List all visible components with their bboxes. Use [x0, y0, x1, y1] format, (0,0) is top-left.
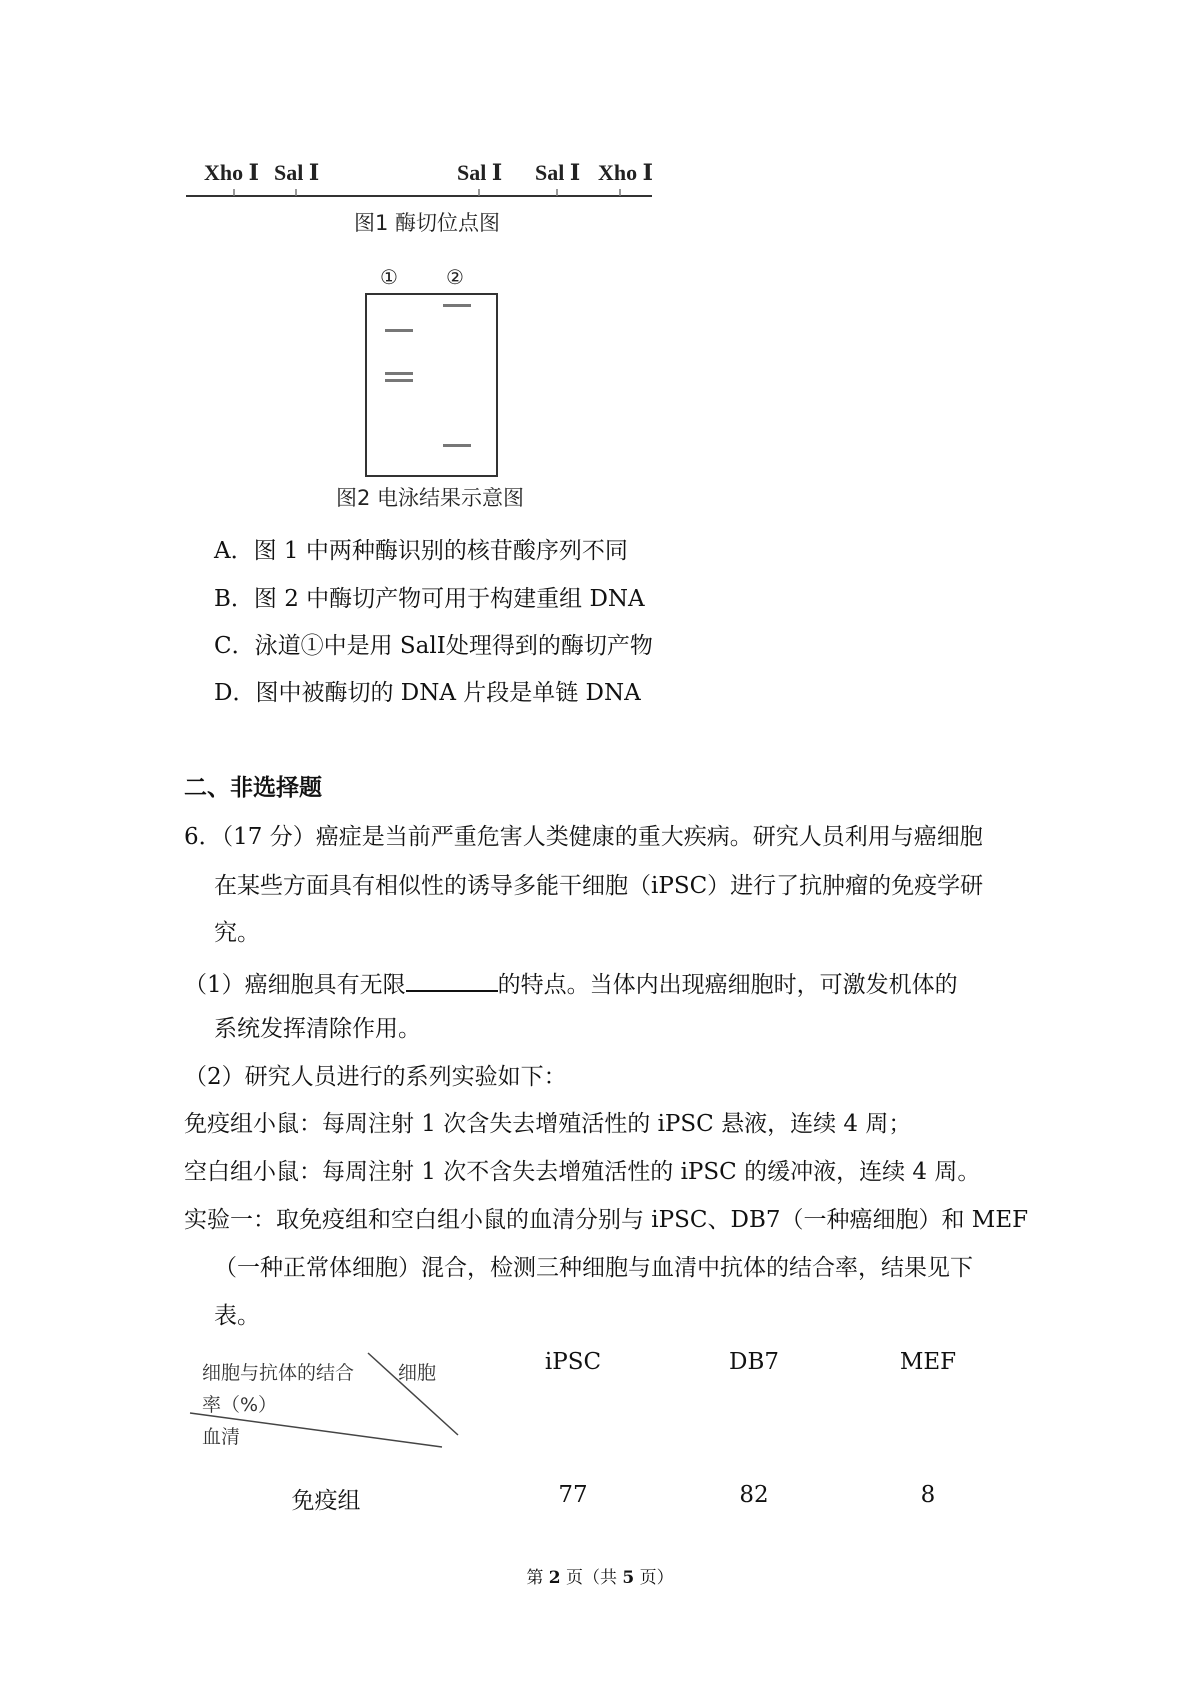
immune-group-desc: 免疫组小鼠：每周注射 1 次含失去增殖活性的 iPSC 悬液，连续 4 周；	[184, 1111, 912, 1137]
section-title: 二、非选择题	[184, 775, 322, 801]
footer-total-pages: 5	[622, 1568, 635, 1588]
gel-band	[443, 304, 471, 307]
page-footer	[0, 1563, 1200, 1588]
blank-group-desc: 空白组小鼠：每周注射 1 次不含失去增殖活性的 iPSC 的缓冲液，连续 4 周。	[184, 1159, 981, 1185]
site-label-xho-2: Xho Ⅰ	[598, 160, 653, 185]
footer-mid: 页（共	[560, 1568, 623, 1588]
table-header-cells: 细胞	[398, 1362, 437, 1384]
gel-band	[443, 444, 471, 447]
column-header-mef: MEF	[899, 1349, 957, 1375]
column-header-ipsc: iPSC	[544, 1349, 602, 1375]
q6-intro-line-1: 6．（17 分）癌症是当前严重危害人类健康的重大疾病。研究人员利用与癌细胞	[184, 824, 983, 850]
q6-part-1-text-a: （1）癌细胞具有无限	[184, 972, 406, 998]
figure-2-caption: 图2 电泳结果示意图	[336, 486, 525, 510]
dna-map-line	[180, 186, 660, 202]
table-diagonal-lines	[180, 1345, 470, 1450]
lane-1-label: ①	[380, 265, 398, 289]
q6-intro-line-3: 究。	[214, 920, 260, 946]
footer-page-number: 2	[548, 1568, 561, 1588]
q6-intro-line-2: 在某些方面具有相似性的诱导多能干细胞（iPSC）进行了抗肿瘤的免疫学研	[214, 873, 984, 899]
table-header-serum: 血清	[202, 1426, 241, 1448]
option-b: B．图 2 中酶切产物可用于构建重组 DNA	[214, 586, 645, 612]
q6-part-1	[184, 970, 958, 997]
table-cell: 8	[920, 1482, 936, 1508]
q6-part-1-text-b: 的特点。当体内出现癌细胞时，可激发机体的	[497, 972, 958, 998]
option-a: A．图 1 中两种酶识别的核苷酸序列不同	[214, 538, 628, 564]
site-label-xho-1: Xho Ⅰ	[204, 160, 259, 185]
table-header-top-left: 细胞与抗体的结合	[202, 1362, 355, 1384]
column-header-db7: DB7	[729, 1349, 779, 1375]
q6-part-1-line-2: 系统发挥清除作用。	[214, 1016, 421, 1042]
q6-part-2: （2）研究人员进行的系列实验如下：	[184, 1064, 567, 1090]
gel-box	[365, 293, 498, 477]
option-d: D．图中被酶切的 DNA 片段是单链 DNA	[214, 680, 641, 706]
experiment-1-line-3: 表。	[214, 1303, 260, 1329]
table-cell: 77	[558, 1482, 588, 1508]
option-c: C．泳道①中是用 SalⅠ处理得到的酶切产物	[214, 633, 653, 659]
site-label-sal-3: Sal Ⅰ	[535, 160, 581, 185]
footer-post: 页）	[634, 1568, 674, 1588]
site-label-sal-1: Sal Ⅰ	[274, 160, 320, 185]
gel-band	[385, 379, 413, 382]
table-header-rate: 率（%）	[202, 1394, 278, 1416]
lane-2-label: ②	[446, 265, 464, 289]
site-label-sal-2: Sal Ⅰ	[457, 160, 503, 185]
figure-1-caption: 图1 酶切位点图	[354, 211, 501, 235]
experiment-1-line-2: （一种正常体细胞）混合，检测三种细胞与血清中抗体的结合率，结果见下	[214, 1255, 973, 1281]
gel-band	[385, 329, 413, 332]
footer-pre: 第	[526, 1568, 549, 1588]
experiment-1-line-1: 实验一：取免疫组和空白组小鼠的血清分别与 iPSC、DB7（一种癌细胞）和 MEF	[184, 1207, 1029, 1233]
gel-band	[385, 372, 413, 375]
table-cell: 82	[739, 1482, 769, 1508]
row-label-immune: 免疫组	[291, 1488, 361, 1514]
answer-blank[interactable]	[406, 970, 498, 992]
